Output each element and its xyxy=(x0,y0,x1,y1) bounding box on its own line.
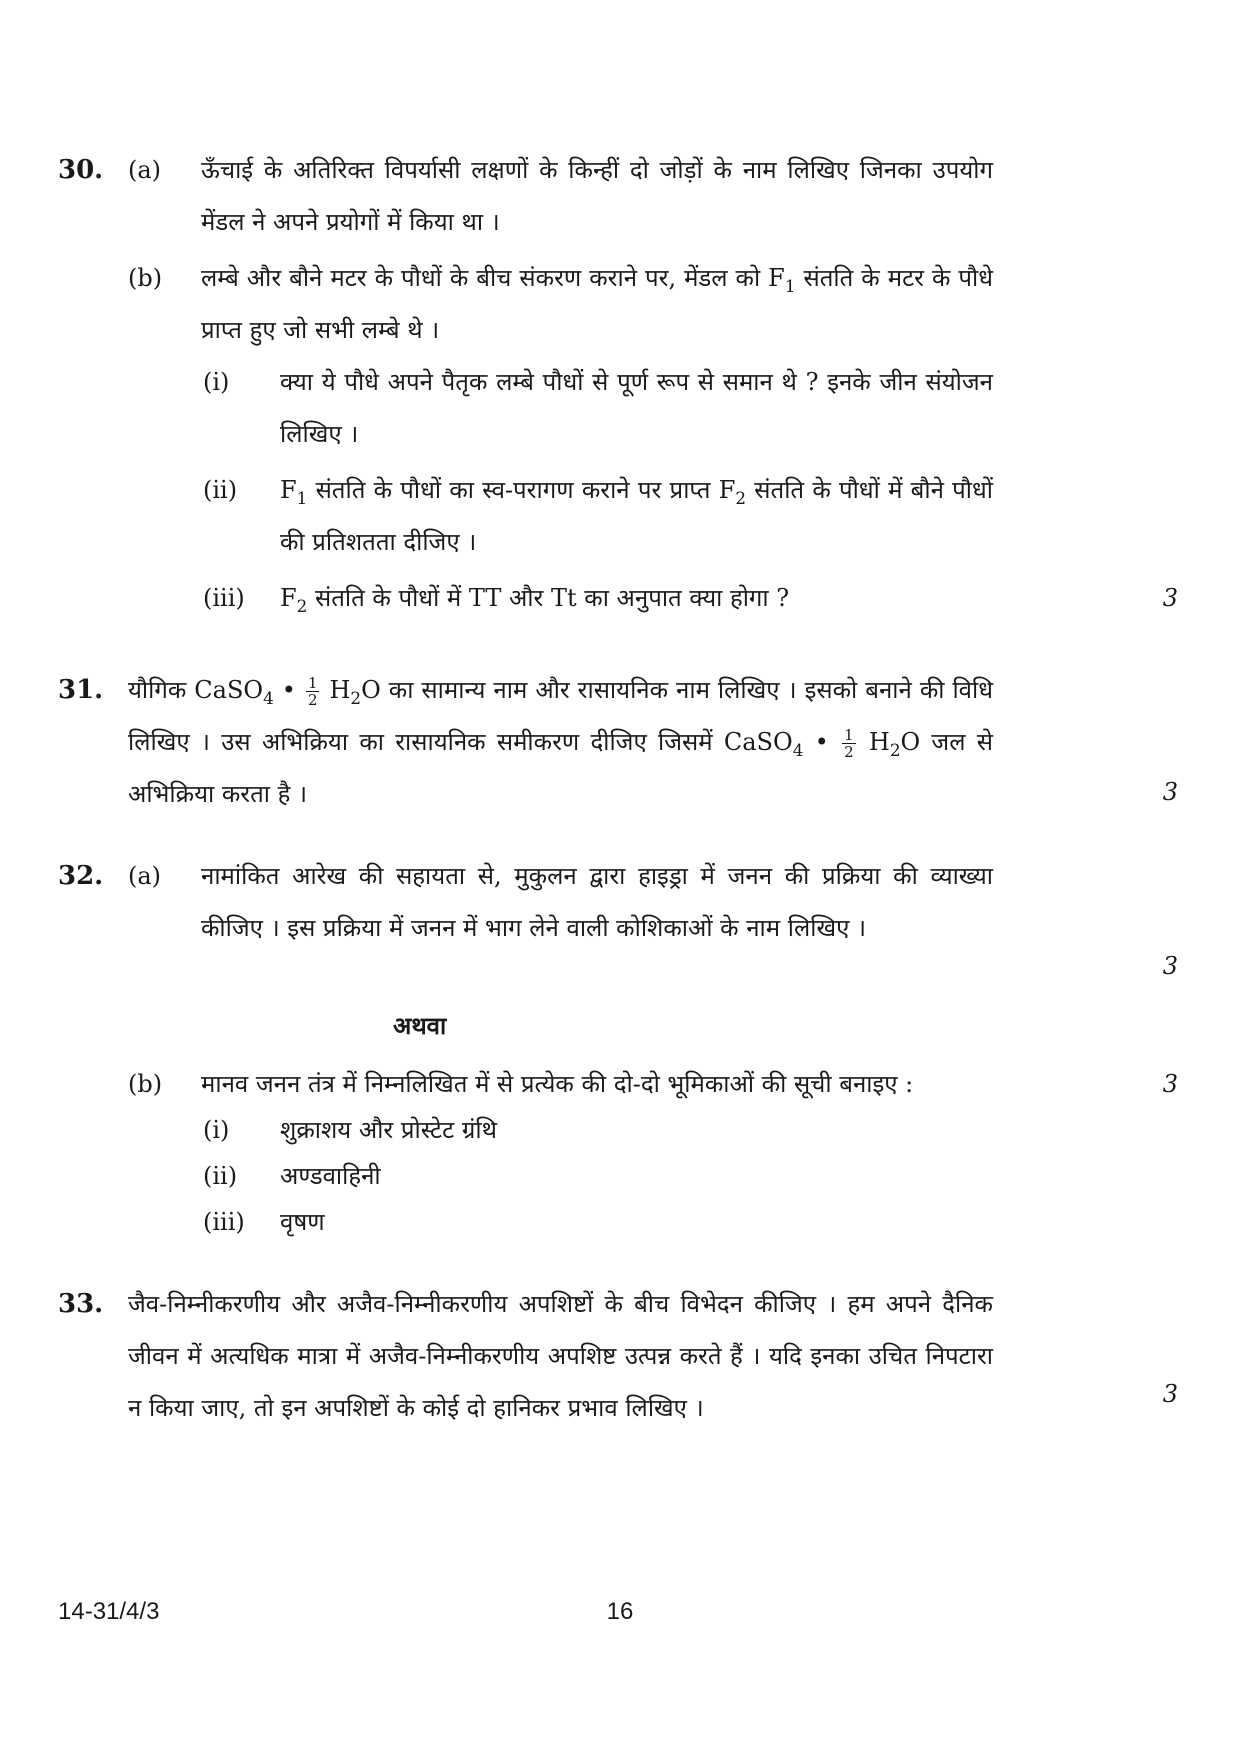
marks: 3 xyxy=(1162,1070,1178,1098)
list-item-label: (i) xyxy=(203,1116,230,1144)
fraction-half: $\frac{1}{2}$ xyxy=(307,674,318,709)
question-30a-text: ऊँचाई के अतिरिक्त विपर्यासी लक्षणों के किन्हीं दो जोड़ों के नाम लिखिए जिनका उपयोग मेंडल ने अपने प्रयोगों में किया था । xyxy=(201,156,993,236)
part-label: (b) xyxy=(128,264,163,292)
list-item: अण्डवाहिनी xyxy=(280,1162,381,1190)
or-heading: अथवा xyxy=(393,1011,447,1040)
question-number: 30. xyxy=(58,155,104,185)
question-30b-iii-text: $F_2$ संतति के पौधों में TT और Tt का अनुपात क्या होगा ? xyxy=(280,584,790,616)
question-32b-text: मानव जनन तंत्र में निम्नलिखित में से प्रत्येक की दो-दो भूमिकाओं की सूची बनाइए : xyxy=(201,1070,914,1098)
subpart-label: (i) xyxy=(203,368,230,396)
subpart-label: (iii) xyxy=(203,584,245,612)
list-item: वृषण xyxy=(280,1208,325,1236)
question-30b-i-text: क्या ये पौधे अपने पैतृक लम्बे पौधों से पूर्ण रूप से समान थे ? इनके जीन संयोजन लिखिए । xyxy=(280,368,993,448)
part-label: (b) xyxy=(128,1070,163,1098)
marks: 3 xyxy=(1162,1380,1178,1408)
question-31-text: यौगिक CaSO$_4$ • $\frac{1}{2}$ $H_2O$ का सामान्य नाम और रासायनिक नाम लिखिए । इसको बनाने की विधि लिखिए । उस अभिक्रिया का रासायनिक समीकरण दीजिए जिसमें CaSO$_4$ • $\frac{1}{2}$ $H_2O$ जल से अभिक्रिया करता है । xyxy=(128,674,994,808)
subpart-label: (ii) xyxy=(203,476,238,504)
marks: 3 xyxy=(1162,584,1178,612)
question-30b-text: लम्बे और बौने मटर के पौधों के बीच संकरण कराने पर, मेंडल को $F_1$ संतति के मटर के पौधे प्राप्त हुए जो सभी लम्बे थे । xyxy=(201,264,994,344)
part-label: (a) xyxy=(128,156,162,184)
list-item: शुक्राशय और प्रोस्टेट ग्रंथि xyxy=(280,1116,497,1144)
fraction-half: $\frac{1}{2}$ xyxy=(844,726,854,761)
list-item-label: (iii) xyxy=(203,1208,245,1236)
paper-code: 14-31/4/3 xyxy=(58,1598,160,1625)
list-item-label: (ii) xyxy=(203,1162,238,1190)
question-number: 31. xyxy=(58,675,104,705)
question-32a-text: नामांकित आरेख की सहायता से, मुकुलन द्वारा हाइड्रा में जनन की प्रक्रिया की व्याख्या कीजिए । इस प्रक्रिया में जनन में भाग लेने वाली कोशिकाओं के नाम लिखिए । xyxy=(201,862,993,942)
question-30b-ii-text: $F_1$ संतति के पौधों का स्व-परागण कराने पर प्राप्त $F_2$ संतति के पौधों में बौने पौधों की प्रतिशतता दीजिए । xyxy=(280,476,993,556)
question-33-text: जैव-निम्नीकरणीय और अजैव-निम्नीकरणीय अपशिष्टों के बीच विभेदन कीजिए । हम अपने दैनिक जीवन में अत्यधिक मात्रा में अजैव-निम्नीकरणीय अपशिष्ट उत्पन्न करते हैं । यदि इनका उचित निपटारा न किया जाए, तो इन अपशिष्टों के कोई दो हानिकर प्रभाव लिखिए । xyxy=(128,1290,993,1422)
part-label: (a) xyxy=(128,862,162,890)
marks: 3 xyxy=(1162,952,1178,980)
question-number: 33. xyxy=(58,1289,104,1319)
marks: 3 xyxy=(1162,778,1178,806)
question-number: 32. xyxy=(58,861,104,891)
page-number: 16 xyxy=(606,1598,634,1625)
